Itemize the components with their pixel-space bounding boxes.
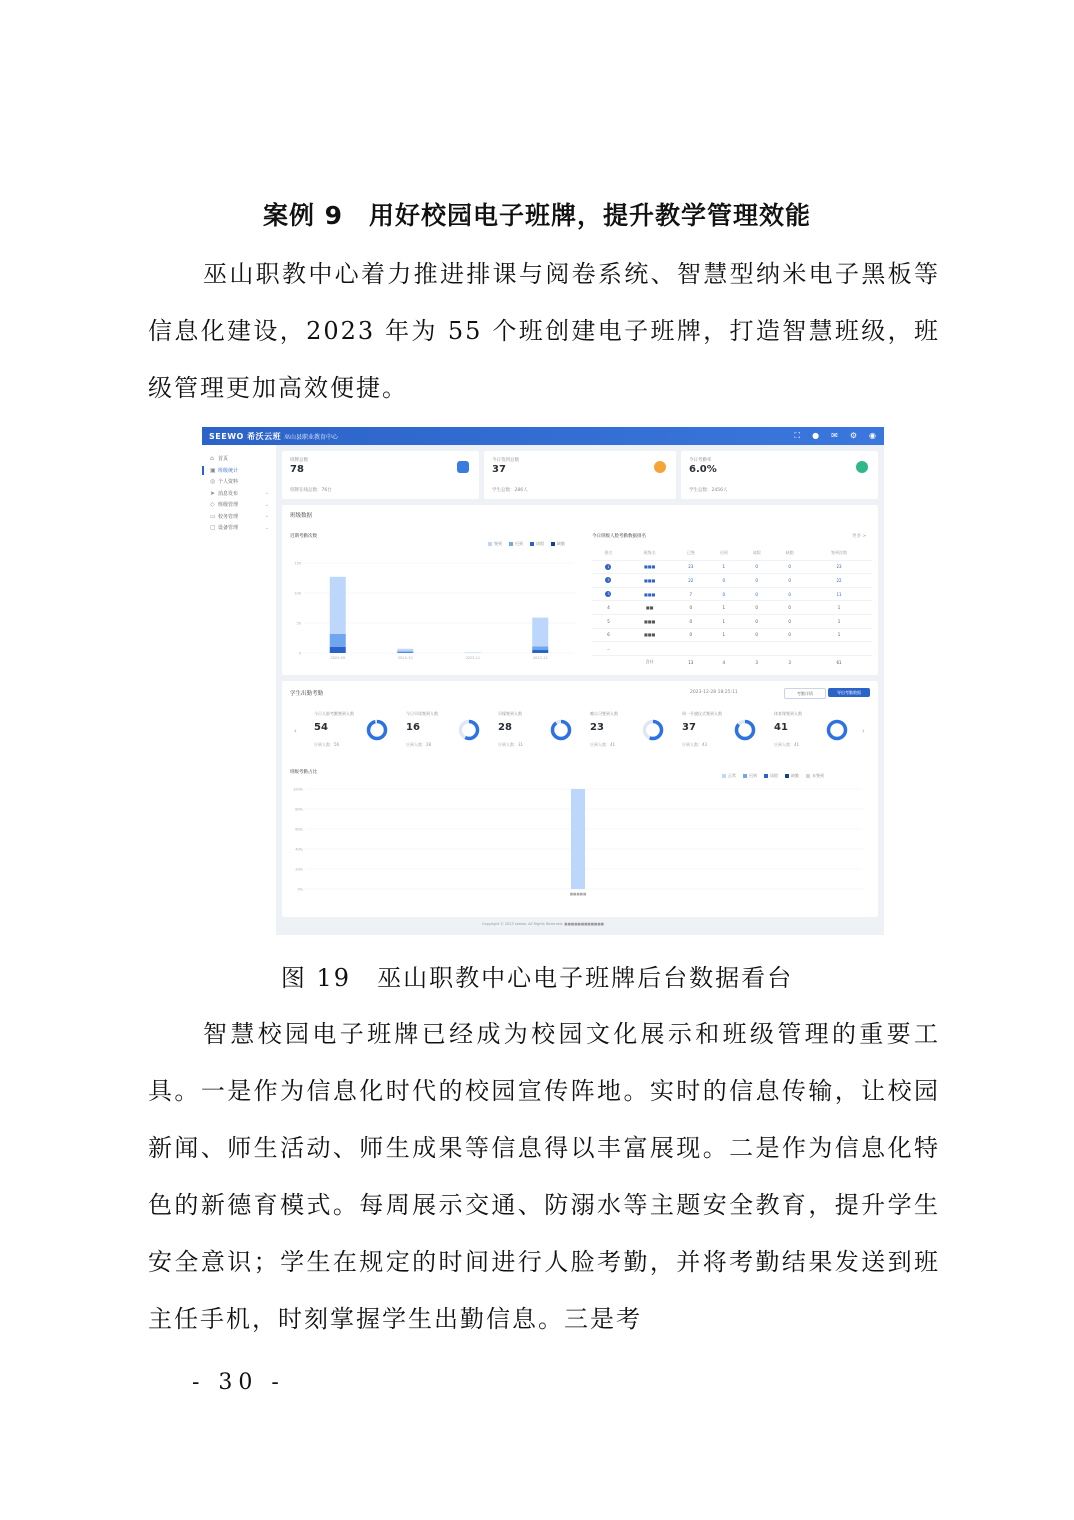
- table-cell: 13: [688, 659, 694, 665]
- bar-segment[interactable]: [397, 652, 413, 653]
- stat-label: 今日考勤率: [689, 458, 712, 463]
- stat-value: 6.0%: [689, 464, 717, 475]
- table-cell: 1: [722, 605, 726, 611]
- attendance-detail-button[interactable]: 考勤详情: [784, 688, 826, 699]
- table-cell: 0: [755, 618, 758, 624]
- monitor-icon: [457, 461, 469, 473]
- chevron-down-icon: ⌄: [264, 524, 269, 531]
- school-icon: ▭: [210, 512, 216, 520]
- attendance-value: 54: [314, 722, 328, 733]
- rank-header-cell: 缺勤: [785, 550, 794, 556]
- table-cell: [592, 587, 625, 601]
- table-cell: 0: [755, 591, 758, 597]
- sidebar-item-devices[interactable]: ▢ 设备管理 ⌄: [210, 524, 269, 532]
- stat-foot: 学生总数：286人: [492, 488, 528, 493]
- attendance-foot: 应到人数：31: [498, 742, 524, 747]
- attendance-foot: 应到人数：41: [590, 742, 616, 747]
- y-tick-label: 60%: [295, 827, 303, 832]
- table-cell: 0: [788, 591, 791, 597]
- chevron-down-icon: ⌄: [264, 513, 269, 520]
- attendance-count-chart: [290, 551, 580, 667]
- attendance-value: 23: [590, 722, 604, 733]
- ring-progress: [369, 722, 386, 739]
- attendance-title: 学生出勤考勤: [290, 691, 324, 697]
- table-cell: 0: [788, 564, 791, 570]
- table-cell: 0: [755, 564, 758, 570]
- table-cell: 4: [607, 605, 610, 611]
- legend-item: 缺勤: [551, 541, 565, 547]
- chart2-legend: [722, 773, 824, 779]
- table-row[interactable]: [592, 628, 872, 642]
- stat-label: 今日签到总数: [492, 458, 519, 463]
- table-cell: 3: [755, 659, 758, 665]
- case-title: 案例 9 用好校园电子班牌，提升教学管理效能: [262, 201, 812, 230]
- stat-foot: 班牌在线总数：76台: [290, 488, 332, 493]
- table-cell: 23: [836, 564, 842, 570]
- legend-item: 请假: [764, 773, 778, 779]
- attendance-item[interactable]: [590, 711, 682, 763]
- legend-item: 缺勤: [785, 773, 799, 779]
- table-cell: 0: [755, 632, 758, 638]
- table-row[interactable]: [592, 601, 872, 615]
- y-tick-label: 100: [294, 591, 301, 596]
- bar-segment[interactable]: [330, 577, 346, 634]
- dashboard-screenshot: [202, 427, 884, 935]
- table-cell: 23: [688, 564, 694, 570]
- table-cell: 11: [836, 591, 842, 597]
- attendance-foot: 应到人数：41: [774, 742, 800, 747]
- figure-caption: 图 19 巫山职教中心电子班牌后台数据看台: [280, 964, 794, 992]
- export-attendance-button[interactable]: 导出考勤数据: [828, 688, 870, 697]
- attendance-value: 41: [774, 722, 788, 733]
- bar-segment[interactable]: [532, 650, 548, 653]
- prev-arrow-icon[interactable]: ‹: [294, 727, 297, 735]
- top-bar: [202, 427, 884, 445]
- chart-icon: ▣: [210, 466, 216, 474]
- attendance-ring: [550, 719, 572, 741]
- table-cell: [625, 642, 674, 656]
- table-cell: 4: [722, 659, 726, 665]
- table-row[interactable]: [592, 614, 872, 628]
- sidebar: [202, 445, 276, 935]
- table-cell: 0: [689, 605, 693, 611]
- attendance-ring: [734, 719, 756, 741]
- table-cell: 0: [755, 605, 758, 611]
- rank-more-link[interactable]: 更多 >: [852, 534, 867, 539]
- table-cell: ■■■: [643, 618, 656, 624]
- attendance-item[interactable]: [774, 711, 866, 763]
- chart2-title: 班级考勤占比: [290, 770, 317, 775]
- bar-segment[interactable]: [532, 618, 548, 647]
- x-tick-label: ■■■■■: [569, 892, 587, 896]
- table-cell: [707, 642, 740, 656]
- chart1-legend: [488, 541, 565, 547]
- rank-table: [592, 547, 872, 668]
- attendance-date: 2023-12-28 18:25:11: [690, 690, 738, 695]
- attendance-item[interactable]: [314, 711, 406, 763]
- legend-item: 迟到: [743, 773, 757, 779]
- table-cell: [592, 560, 625, 574]
- bar-segment[interactable]: [397, 649, 413, 651]
- class-data-panel: [282, 505, 878, 675]
- table-cell: [592, 655, 625, 668]
- legend-item: 请假: [530, 541, 544, 547]
- rank-header-cell: 迟到: [719, 550, 728, 556]
- attendance-item[interactable]: [406, 711, 498, 763]
- attendance-summary-row: [314, 711, 866, 763]
- attendance-label: 体育课签到人数: [774, 711, 802, 716]
- stat-value: 78: [290, 464, 304, 475]
- attendance-value: 28: [498, 722, 512, 733]
- app-logo: SEEWO 希沃云班: [209, 432, 282, 441]
- table-row[interactable]: [592, 560, 872, 574]
- table-cell: 6: [607, 632, 610, 638]
- attendance-ring: [642, 719, 664, 741]
- rank-header-cell: 班级名: [643, 550, 656, 556]
- sidebar-item-home[interactable]: ⌂ 首页: [210, 455, 229, 463]
- bar-segment[interactable]: [465, 652, 481, 653]
- table-cell: 1: [837, 605, 841, 611]
- table-cell: [674, 642, 707, 656]
- bar[interactable]: [571, 789, 585, 889]
- sidebar-item-school-affairs[interactable]: ▭ 校务管理 ⌄: [210, 512, 269, 520]
- table-cell: 0: [755, 577, 758, 583]
- rank-header-cell: 排名: [604, 550, 613, 556]
- table-cell: 1: [722, 564, 726, 570]
- attendance-label: 周一升旗仪式签到人数: [682, 711, 722, 716]
- table-cell: ■■: [645, 605, 654, 611]
- table-cell: [592, 574, 625, 588]
- y-tick-label: 150: [294, 561, 301, 566]
- table-cell: 1: [722, 632, 726, 638]
- bar-segment[interactable]: [330, 634, 346, 647]
- table-cell: 22: [836, 577, 842, 583]
- y-tick-label: 80%: [295, 807, 303, 812]
- table-cell: 0: [689, 632, 693, 638]
- stat-value: 37: [492, 464, 506, 475]
- stat-card-devices: [282, 451, 479, 499]
- table-row[interactable]: [592, 642, 872, 656]
- x-tick-label: 2023-09: [330, 656, 346, 660]
- globe-icon: [856, 461, 868, 473]
- intro-paragraph: 巫山职教中心着力推进排课与阅卷系统、智慧型纳米电子黑板等信息化建设，2023 年为 55 个班创建电子班牌，打造智慧班级，班级管理更加高效便捷。: [148, 260, 940, 402]
- mail-icon[interactable]: ✉: [831, 431, 838, 440]
- table-cell: ■■■: [643, 591, 656, 597]
- expand-icon[interactable]: ⛶: [794, 431, 801, 440]
- attendance-label: 晚自习签到人数: [590, 711, 618, 716]
- bell-icon[interactable]: ●: [812, 431, 820, 440]
- device-icon: ▢: [210, 524, 216, 532]
- y-tick-label: 100%: [292, 787, 303, 792]
- person-icon: [654, 461, 666, 473]
- legend-item: 迟到: [509, 541, 523, 547]
- attendance-panel: [282, 681, 878, 917]
- table-cell: ■■■: [643, 577, 656, 583]
- rank-badge: 2: [607, 578, 610, 583]
- ring-progress: [829, 722, 846, 739]
- attendance-value: 16: [406, 722, 420, 733]
- sidebar-item-messages[interactable]: ➤ 消息发布 ⌄: [210, 489, 269, 497]
- table-cell: …: [606, 645, 611, 651]
- dashboard-footer: Copyright © 2023 seewo. All Rights Reserved. ■■■■■■■■■■■■: [482, 922, 604, 926]
- table-cell: [773, 642, 806, 656]
- table-cell: 1: [837, 618, 841, 624]
- class-ratio-chart: [290, 781, 870, 911]
- table-cell: 合计: [645, 659, 654, 665]
- avatar[interactable]: ◉: [869, 431, 876, 440]
- header-title: 巫山县职业教育中心: [284, 434, 339, 441]
- table-cell: 1: [722, 618, 726, 624]
- table-cell: 0: [689, 618, 693, 624]
- table-row[interactable]: [592, 587, 872, 601]
- table-cell: 0: [788, 632, 791, 638]
- attendance-ring: [826, 719, 848, 741]
- stat-card-rate: [681, 451, 878, 499]
- send-icon: ➤: [210, 489, 216, 497]
- attendance-item[interactable]: [682, 711, 774, 763]
- attendance-foot: 应到人数：56: [314, 742, 340, 747]
- bar-segment[interactable]: [532, 646, 548, 650]
- table-cell: 0: [788, 618, 791, 624]
- y-tick-label: 0%: [297, 887, 303, 892]
- table-cell: ■■■: [643, 564, 656, 570]
- chevron-down-icon: ⌄: [264, 490, 269, 497]
- attendance-label: 早操签到人数: [498, 711, 522, 716]
- sidebar-item-class-manage[interactable]: ◇ 班级管理 ⌄: [210, 501, 269, 509]
- table-cell: 1: [837, 632, 841, 638]
- chart1-title: 近期考勤次数: [290, 534, 317, 539]
- attendance-foot: 应到人数：28: [406, 742, 432, 747]
- table-cell: 61: [836, 659, 842, 665]
- rank-body: [592, 560, 872, 668]
- table-cell: 0: [722, 577, 726, 583]
- attendance-label: 今日人脸考勤签到人数: [314, 711, 354, 716]
- body-paragraph: 智慧校园电子班牌已经成为校园文化展示和班级管理的重要工具。一是作为信息化时代的校园宣传阵地。实时的信息传输，让校园新闻、师生活动、师生成果等信息得以丰富展现。二是作为信息化特色的新德育模式。每周展示交通、防溺水等主题安全教育，提升学生安全意识；学生在规定的时间进行人脸考勤，并将考勤结果发送到班主任手机，时刻掌握学生出勤信息。三是考: [148, 1020, 940, 1333]
- table-cell: [740, 642, 773, 656]
- rank-header-cell: 请假: [752, 550, 761, 556]
- home-icon: ⌂: [210, 455, 214, 463]
- legend-item: 签到: [488, 541, 502, 547]
- legend-item: 未签到: [806, 773, 824, 779]
- table-row[interactable]: [592, 574, 872, 588]
- rank-badge: 1: [607, 564, 610, 569]
- x-tick-label: 2023-12: [532, 656, 548, 660]
- y-tick-label: 50: [296, 621, 301, 626]
- rank-header-row: [592, 547, 872, 560]
- class-icon: ◇: [210, 501, 215, 509]
- stat-foot: 学生总数：2456人: [689, 488, 728, 493]
- x-tick-label: 2023-10: [397, 656, 413, 660]
- table-row[interactable]: [592, 655, 872, 668]
- attendance-foot: 应到人数：43: [682, 742, 708, 747]
- page-number: - 30 -: [192, 1370, 285, 1395]
- attendance-ring: [458, 719, 480, 741]
- table-cell: 7: [689, 591, 693, 597]
- chevron-down-icon: ⌄: [264, 501, 269, 508]
- table-cell: 22: [688, 577, 694, 583]
- ring-progress: [553, 722, 570, 739]
- table-cell: ■■■: [643, 632, 656, 638]
- stat-card-signin: [484, 451, 676, 499]
- table-cell: [806, 642, 872, 656]
- y-tick-label: 0: [298, 651, 301, 656]
- x-tick-label: 2023-11: [465, 656, 481, 660]
- attendance-item[interactable]: [498, 711, 590, 763]
- stat-label: 班牌总数: [290, 458, 308, 463]
- table-cell: 0: [788, 577, 791, 583]
- bar-segment[interactable]: [397, 651, 413, 652]
- legend-item: 正常: [722, 773, 736, 779]
- table-cell: 5: [607, 618, 610, 624]
- y-tick-label: 20%: [295, 867, 303, 872]
- sidebar-item-profile[interactable]: ◎ 个人资料: [210, 478, 239, 486]
- user-icon: ◎: [210, 478, 216, 486]
- sidebar-item-class-stats[interactable]: ▣ 班级统计: [202, 465, 276, 477]
- rank-header-cell: 已签: [686, 550, 695, 556]
- y-tick-label: 40%: [295, 847, 303, 852]
- settings-icon[interactable]: ⚙: [849, 431, 858, 440]
- attendance-value: 37: [682, 722, 696, 733]
- attendance-label: 今日早读签到人数: [406, 711, 438, 716]
- table-cell: 0: [722, 591, 726, 597]
- attendance-ring: [366, 719, 388, 741]
- table-cell: 0: [788, 605, 791, 611]
- rank-badge: 3: [607, 592, 610, 597]
- next-arrow-icon[interactable]: ›: [862, 727, 865, 735]
- panel-title: 班级数据: [290, 513, 313, 519]
- table-cell: 3: [788, 659, 791, 665]
- rank-title: 今日班级人脸考勤数据排名: [592, 534, 646, 539]
- rank-header-cell: 签到次数: [831, 550, 848, 556]
- bar-segment[interactable]: [330, 647, 346, 653]
